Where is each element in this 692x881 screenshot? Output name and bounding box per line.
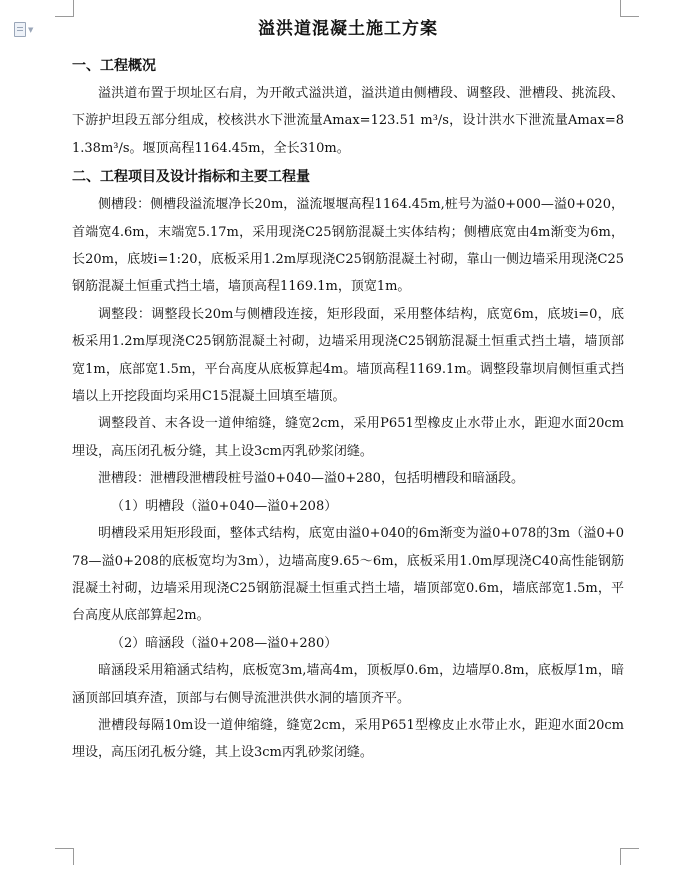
crop-mark-bottom-right	[620, 848, 639, 865]
paragraph: 调整段首、末各设一道伸缩缝，缝宽2cm，采用P651型橡皮止水带止水，距迎水面20cm埋设，高压闭孔板分缝，其上设3cm丙乳砂浆闭缝。	[72, 416, 624, 459]
paragraph: 泄槽段：泄槽段泄槽段桩号溢0+040—溢0+280，包括明槽段和暗涵段。	[98, 471, 524, 487]
document-icon	[14, 22, 26, 37]
paragraph: 溢洪道布置于坝址区右肩，为开敞式溢洪道，溢洪道由侧槽段、调整段、泄槽段、挑流段、下游护坦段五部分组成，校核洪水下泄流量Amax=123.51 m³/s，设计洪水下泄流量Amax=81.38m³/s。堰顶高程1164.45m，全长310m。	[72, 86, 624, 156]
paragraph: 暗涵段采用箱涵式结构，底板宽3m,墙高4m，顶板厚0.6m，边墙厚0.8m，底板厚1m，暗涵顶部回填弃渣，顶部与右侧导流泄洪供水洞的墙顶齐平。	[72, 663, 624, 706]
paragraph: 明槽段采用矩形段面，整体式结构，底宽由溢0+040的6m渐变为溢0+078的3m（溢0+078—溢0+208的底板宽均为3m），边墙高度9.65～6m，底板采用1.0m厚现浇C40高性能钢筋混凝土衬砌，边墙采用现浇C25钢筋混凝土恒重式挡土墙，墙顶部宽0.6m，墙底部宽1.5m，平台高度从底部算起2m。	[72, 526, 624, 624]
section-heading-items: 二、工程项目及设计指标和主要工程量	[72, 169, 310, 186]
crop-mark-bottom-left	[55, 848, 74, 865]
subsection-heading: （2）暗涵段（溢0+208—溢0+280）	[111, 635, 338, 651]
paragraph: 调整段：调整段长20m与侧槽段连接，矩形段面，采用整体结构，底宽6m，底坡i=0，底板采用1.2m厚现浇C25钢筋混凝土衬砌，边墙采用现浇C25钢筋混凝土恒重式挡土墙，墙顶部宽1m，底部宽1.5m，平台高度从底板算起4m。墙顶高程1169.1m。调整段靠坝肩侧恒重式挡墙以上开挖段面均采用C15混凝土回填至墙顶。	[72, 306, 624, 405]
document-page	[72, 14, 624, 767]
document-title: 溢洪道混凝土施工方案	[258, 19, 438, 39]
subsection-heading: （1）明槽段（溢0+040—溢0+208）	[111, 498, 338, 514]
paragraph: 侧槽段：侧槽段溢流堰净长20m，溢流堰堰高程1164.45m,桩号为溢0+000—溢0+020，首端宽4.6m，末端宽5.17m，采用现浇C25钢筋混凝土实体结构；侧槽底宽由4m渐变为6m，长20m，底坡i=1:20，底板采用1.2m厚现浇C25钢筋混凝土衬砌，靠山一侧边墙采用现浇C25钢筋混凝土恒重式挡土墙，墙顶高程1169.1m，顶宽1m。	[72, 197, 624, 295]
document-menu-button[interactable]	[14, 22, 33, 37]
paragraph: 泄槽段每隔10m设一道伸缩缝，缝宽2cm，采用P651型橡皮止水带止水，距迎水面20cm埋设，高压闭孔板分缝，其上设3cm丙乳砂浆闭缝。	[72, 717, 624, 761]
chevron-down-icon: ▼	[28, 25, 34, 34]
section-heading-overview: 一、工程概况	[72, 58, 156, 74]
